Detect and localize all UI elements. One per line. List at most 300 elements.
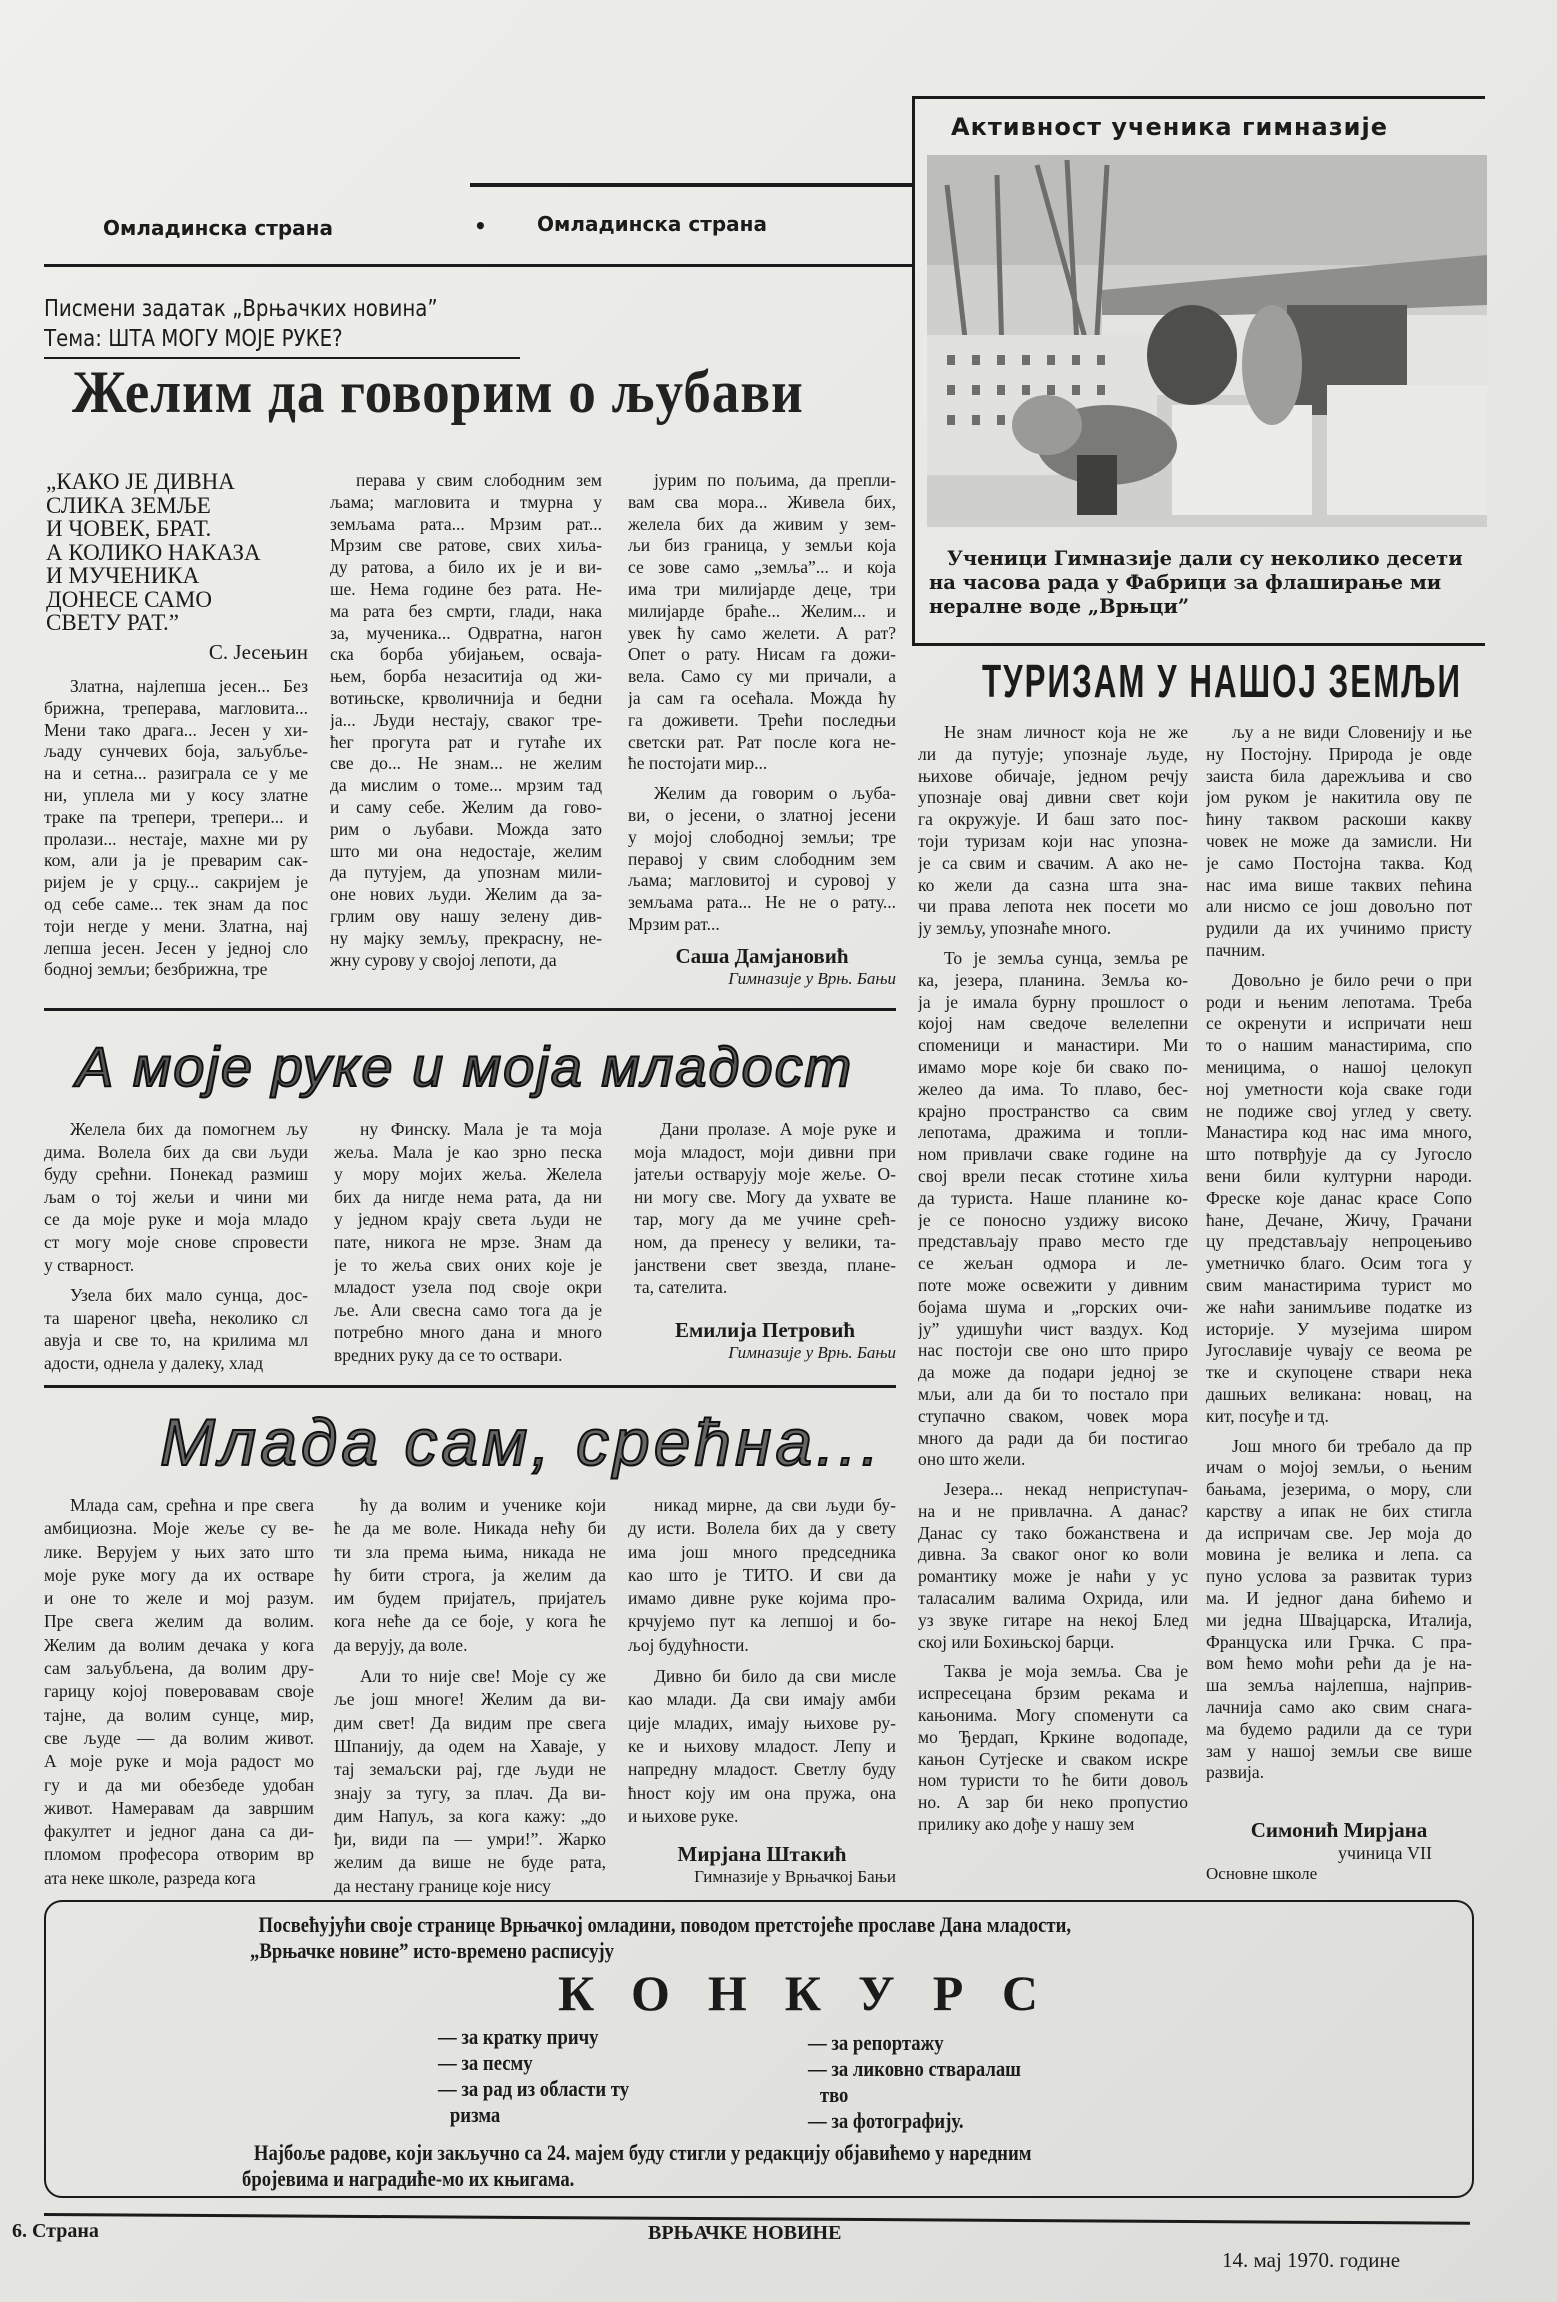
paragraph [44,1118,308,1276]
text-line: ћу да волим и ученике који [360,1495,606,1515]
text-line: ље. Али свесна само тога да је [334,1299,602,1320]
text-line: Дивно би било да сви мисле [654,1666,896,1687]
text-line: моје руке могу да их остваре [44,1564,314,1585]
text-line: уз звуке гитаре на некој Блед [918,1609,1188,1630]
photo-caption [929,547,1463,619]
text-line: испресецана брзим рекама и [918,1683,1188,1704]
text-line: бањама, језерима, о мору, сли [1206,1479,1472,1500]
text-line: ћу бити строга, ја желим да [334,1564,606,1585]
text-line: пролази... нестаје, махне ми ру [44,828,308,849]
text-line: у стварност. [44,1254,135,1275]
text-line: њем, борба незаситија од жи- [330,666,602,687]
text-line: ће да ме воле. Никада нећу би [334,1518,606,1539]
text-line: да верују, да воле. [334,1634,468,1655]
text-line: рим о љубави. Можда зато [330,818,602,839]
text-line: крчујемо пут ка лепшој и бо- [628,1611,896,1632]
text-line: напредну младост. Светлу буду [628,1759,896,1780]
footer-page-number: 6. Страна [12,2220,99,2242]
text-line: ду исти. Волела бих да у свету [628,1518,896,1539]
text-line: ном туристи то ће бити довољ [918,1770,1188,1791]
paragraph [918,948,1188,1471]
text-line: чи права лепота нек посети мо [918,896,1188,917]
text-line: ције младих, имају њихове ру- [628,1712,896,1733]
text-line: светски рат. Рат после кога не- [628,731,896,752]
text-line: али нисмо се још довољно пот [1206,896,1472,917]
text-line: милијарде браће... Желим... и [628,600,896,621]
text-line: имамо море које би свако по- [918,1056,1188,1077]
text-line: моја младост, моји дивни при [634,1141,896,1162]
text-line: представљају право место где [918,1231,1188,1252]
text-line: тар, могу да ме учине срећ- [634,1209,896,1230]
text-line: ријем је у срцу... сакријем је [44,872,308,893]
contest-closing-line: бројевима и наградиће-мо их књигама. [242,2166,575,2191]
epigraph-line: СЛИКА ЗЕМЉЕ [46,492,211,518]
tourism-school: Основне школе [1206,1864,1318,1883]
text-line: ко жели да сазна шта зна- [918,874,1188,895]
text-line: свој врели песак стотине хиља [918,1165,1188,1186]
students-photo [927,155,1487,527]
paragraph [1206,970,1472,1428]
article3-headline: Млада сам, срећна... [160,1405,884,1479]
text-line: јом руком је накитила ову пе [1206,787,1472,808]
text-line: жну сурову у својој лепоти, да [330,949,557,970]
text-line: љама; магловитој и суровој у [628,870,896,891]
header-bottom-rule [44,264,912,267]
text-line: ма будемо радили да се тури [1206,1718,1472,1739]
text-line: Желим да говорим о љуба- [654,783,896,804]
text-line: Узела бих мало сунца, дос- [70,1285,308,1306]
text-line: љој будућности. [628,1634,749,1655]
text-line: поте може освежити у дивним [918,1274,1188,1295]
article2-author: Емилија Петровић [674,1318,856,1342]
text-line: сам заљубљена, да волим дру- [44,1658,314,1679]
text-line: земљама рата... Мрзим рат... [330,513,602,534]
text-line: Желим да волим дечака у кога [44,1634,314,1655]
paragraph [628,1665,896,1828]
text-line: на и не привлачна. А данас? [918,1500,1188,1521]
text-line: зам у нашој земљи све више [1206,1740,1472,1761]
text-line: што ми она недостаје, желим [330,840,602,861]
text-line: та, сателита. [634,1277,728,1298]
text-line: на и сетна... разиграла се у ме [44,763,308,784]
photo-box-title: Активност ученика гимназије [951,113,1388,141]
text-line: грлим ову нашу зелену див- [330,905,602,926]
caption-line: нералне воде „Врњци” [929,595,1190,618]
text-line: јурим по пољима, да препли- [654,470,896,490]
text-line: бих да нигде нема рата, да ни [334,1186,602,1207]
text-line: же наћи занимљиве податке из [1206,1296,1472,1317]
text-line: ичам о мојој земљи, о њеним [1206,1457,1472,1478]
article1-column-1 [44,676,308,981]
text-line: за, мученика... Одвратна, нагон [330,622,602,643]
text-line: уметничко благо. Осим тога у [1206,1253,1472,1274]
text-line: њихове обичаје, једном речју [918,765,1188,786]
text-line: дима. Волела бих да сви људи [44,1141,308,1162]
text-line: Југославије чувају се веома ре [1206,1340,1472,1361]
section-label-right: Омладинска страна [537,212,767,236]
text-line: ду ратова, а било их је и ви- [330,557,602,578]
footer-newspaper-name: ВРЊАЧКЕ НОВИНЕ [648,2222,842,2244]
text-line: развија. [1206,1762,1265,1783]
text-line: пломом професора отворим вр [44,1844,314,1865]
text-line: Мрзим рат... [628,913,720,934]
article3-signature [628,1842,896,1887]
article2-column-2 [334,1118,602,1367]
text-line: ком, али ја је преварим сак- [44,850,308,871]
epigraph-line: СВЕТУ РАТ.” [46,610,179,635]
text-line: перава у свим слободним зем [356,470,602,490]
text-line: ну Постојну. Природа је овде [1206,743,1472,764]
text-line: тке и скупоцене ствари нека [1206,1362,1472,1383]
text-line: ата неке школе, разреда кога [44,1867,256,1888]
text-line: факултет и једног дана са ди- [44,1821,314,1842]
text-line: да испричам све. Јер моја до [1206,1522,1472,1543]
caption-line: Ученици Гимназије дали су неколико десети [947,547,1463,570]
text-line: Довољно је било речи о при [1232,969,1472,990]
paragraph [918,722,1188,940]
text-line: меницима, о нашој целокуп [1206,1056,1472,1077]
text-line: Златна, најлепша јесен... Без [70,676,308,696]
text-line: као млади. Да сви имају амби [628,1689,896,1710]
text-line: ска борба убијањем, освaја- [330,644,602,665]
caption-line: на часова рада у Фабрици за флаширање ми [929,571,1442,594]
theme-label: Тема: ШТА МОГУ МОЈЕ РУКЕ? [44,326,343,352]
contest-category: — за кратку причу [438,2024,599,2049]
text-line: дим Напуљ, за кога кажу: „до [334,1805,606,1826]
text-line: да нестану границе које нису [334,1875,551,1896]
paragraph [44,1284,308,1374]
text-line: ну мајку земљу, прекрасну, не- [330,927,602,948]
paragraph [628,470,896,775]
article1-signature [628,938,896,989]
text-line: вени били културни народи. [1206,1165,1472,1186]
text-line: ље још многе! Желим да ви- [334,1689,606,1710]
text-line: од себе саме... тек знам да пос [44,893,308,914]
text-line: јанствени свет звезда, плане- [634,1254,896,1275]
text-line: мо Ђердап, Кркине водопаде, [918,1726,1188,1747]
article-divider [44,1008,896,1011]
text-line: све до... Не знам... не желим [330,753,602,774]
text-line: човек не може да замисли. Ни [1206,830,1472,851]
text-line: ја сам га осећала. Можда ћу [628,687,896,708]
text-line: ћане, Дечане, Жичу, Грачани [1206,1209,1472,1230]
text-line: ја је имала бурну прошлост о [918,991,1188,1012]
tourism-headline: ТУРИЗАМ У НАШОЈ ЗЕМЉИ [982,655,1463,707]
text-line: цу представљају непроцењиво [1206,1231,1472,1252]
footer-date: 14. мај 1970. године [1222,2248,1401,2272]
text-line: авуја и све то, на крилима мл [44,1330,308,1351]
text-line: да путујем, да упознам мили- [330,862,602,883]
article3-author: Мирјана Штакић [677,1842,847,1866]
text-line: дашњих великана: новац, на [1206,1383,1472,1404]
text-line: лепотама, дражима и топли- [918,1122,1188,1143]
text-line: не подиже свој углед у свету. [1206,1100,1472,1121]
contest-closing [242,2140,1031,2192]
text-line: љам о тој жељи и чини ми [44,1186,308,1207]
text-line: Али то није све! Моје су же [360,1666,606,1687]
text-line: крајно пространство са свим [918,1100,1188,1121]
text-line: вредних руку да се то оствари. [334,1344,563,1365]
text-line: адости, однела у далеку, хлад [44,1352,264,1373]
text-line: Пре свега желим да волим. [44,1611,314,1632]
text-line: Таква је моја земља. Сва је [944,1661,1188,1682]
article2-signature [634,1304,896,1363]
text-line: никад мирне, да сви људи бу- [654,1495,896,1515]
text-line: Француска или Грчка. С пра- [1206,1631,1472,1652]
text-line: да туриста. Наше планине ко- [918,1187,1188,1208]
text-line: вотињске, крволичнија и бедни [330,687,602,708]
text-line: пачним. [1206,939,1266,960]
text-line: ну Финску. Мала је та моја [360,1119,602,1139]
text-line: љи биз граница, у земљи која [628,535,896,556]
text-line: Опет о рату. Нисам га дожи- [628,644,896,665]
text-line: да мислим о томе... мрзим тад [330,775,602,796]
assignment-label: Писмени задатак „Врњачких новина” [44,296,438,322]
contest-box [44,1900,1474,2198]
text-line: но. А зар би неко пропустио [918,1792,1188,1813]
text-line: Данас су тако божанствена и [918,1522,1188,1543]
contest-intro-line: Посвећујући своје странице Врњачкој омладини, поводом претстојеће прославе Дана младости, [258,1912,1072,1937]
text-line: нас постоји све оно што приро [918,1340,1188,1361]
text-line: мовина је велика и лепа. са [1206,1544,1472,1565]
article1-column-2 [330,470,602,971]
contest-category: — за репортажу [808,2030,944,2055]
text-line: ступачно сваком, човек мора [918,1405,1188,1426]
text-line: јатељи остварују моје жеље. О- [634,1164,896,1185]
text-line: ју земљу, упознаће много. [918,918,1112,939]
text-line: потребно много дана и много [334,1322,602,1343]
contest-category: — за ликовно стваралаш [808,2056,1021,2081]
text-line: амбициозна. Моје жеље су ве- [44,1518,314,1539]
paragraph [44,676,308,981]
article1-column-3 [628,470,896,936]
text-line: пате, никога не мрзе. Знам да [334,1231,602,1252]
section-separator: • [474,214,487,238]
text-line: таласалим валима Охрида, или [918,1588,1188,1609]
contest-categories-left [438,2024,629,2128]
text-line: роди и њеним лепотама. Треба [1206,991,1472,1012]
text-line: пуно услова за развитак туриз [1206,1566,1472,1587]
text-line: Мени тако драга... Јесен у хи- [44,719,308,740]
text-line: много да ради да би постигао [918,1427,1188,1448]
epigraph-line: „КАКО ЈЕ ДИВНА [46,469,235,494]
text-line: ти зла према њима, никада не [334,1541,606,1562]
epigraph-author: С. Јесењин [208,639,308,664]
text-line: се да моје руке и моја младо [44,1209,308,1230]
text-line: што потврђује да су Југосло [1206,1144,1472,1165]
text-line: вом ћемо моћи рећи да је на- [1206,1653,1472,1674]
article1-headline: Желим да говорим о љубави [72,359,804,425]
text-line: брижна, треперава, магловита... [44,697,308,718]
text-line: лике. Верујем у њих зато што [44,1541,314,1562]
article3-column-1 [44,1494,314,1890]
text-line: то о нашим манастирима, спо [1206,1035,1472,1056]
text-line: тајне, да волим сунце, мир, [44,1704,314,1725]
epigraph-line: А КОЛИКО НАКАЗА [46,539,261,565]
text-line: кога неће да се боје, у кога ће [334,1611,606,1632]
text-line: Манастира код нас има много, [1206,1122,1472,1143]
contest-category: ризма [449,2102,501,2127]
tourism-grade: учиница VII [1337,1843,1432,1863]
text-line: га доживети. Трећи последњи [628,709,896,730]
text-line: романтику може је наћи у ус [918,1566,1188,1587]
paragraph [1206,1436,1472,1785]
text-line: ни могу све. Могу да ухвате ве [634,1186,896,1207]
text-line: бојама шума и „горских очи- [918,1296,1188,1317]
text-line: мљи, али да би то постало при [918,1383,1188,1404]
text-line: та шареног цвећа, неколико сл [44,1307,308,1328]
text-line: се жељан одмора и ле- [918,1253,1188,1274]
article2-headline: А моје руке и моја младост [76,1035,854,1098]
text-line: је са свим и свачим. А ако не- [918,852,1188,873]
text-line: им будем пријатељ, пријатељ [334,1588,606,1609]
text-line: земљама рата... Не не о рату... [628,892,896,913]
epigraph-line: ДОНЕСЕ САМО [46,586,212,612]
text-line: ћину таквом раскоши какву [1206,809,1472,830]
contest-intro [250,1912,1071,1964]
text-line: се зове само „земља”... и која [628,557,896,578]
text-line: свим манастирима турист мо [1206,1274,1472,1295]
text-line: вела. Само су ми причали, а [628,666,896,687]
paragraph [628,1494,896,1657]
text-line: је се поносно уздижу високо [918,1209,1188,1230]
text-line: ше. Нема године без рата. Не- [330,578,602,599]
text-line: има три милијарде деце, три [628,578,896,599]
text-line: Фреске које данас красе Сопо [1206,1187,1472,1208]
text-line: Шпанију, да одем на Хаваје, у [334,1735,606,1756]
text-line: ној уметности која сваке годи [1206,1078,1472,1099]
text-line: ма рата без смрти, глади, нака [330,600,602,621]
paragraph [628,783,896,936]
text-line: љама; магловита и тмурна у [330,491,602,512]
text-line: оне нових људи. Желим да за- [330,884,602,905]
text-line: рудили да их учинимо присту [1206,918,1472,939]
text-line: и саму себе. Желим да гово- [330,796,602,817]
article1-author: Саша Дамјановић [675,944,849,968]
text-line: тоји туризам који нас упозна- [918,830,1188,851]
text-line: дивна. За сваког оног ко воли [918,1544,1188,1565]
text-line: Језера... некад неприступач- [944,1479,1188,1500]
contest-intro-line: „Врњачке новине” исто-времено расписују [250,1938,614,1963]
text-line: као што је ТИТО. И сви да [628,1564,896,1585]
text-line: има још много председника [628,1541,896,1562]
text-line: заиста била дарежљива и сво [1206,765,1472,786]
text-line: Мрзим све ратове, свих хиља- [330,535,602,556]
text-line: дим свет! Да видим пре свега [334,1712,606,1733]
text-line: гарицу којој поверовавам своје [44,1681,314,1702]
text-line: желим да више не буде рата, [334,1852,606,1873]
text-line: споменици и манастири. Ми [918,1035,1188,1056]
paragraph [1206,722,1472,962]
text-line: љу а не види Словенију и ње [1232,722,1472,742]
tourism-column-1 [918,722,1188,1836]
text-line: Дани пролазе. А моје руке и [660,1119,896,1139]
text-line: буду срећни. Понекад размиш [44,1164,308,1185]
text-line: је то жеља свих оних које је [334,1254,602,1275]
contest-category: — за фотографију. [808,2108,964,2133]
text-line: То је земља сунца, земља ре [944,947,1188,968]
text-line: кањон Сутјеске и сваком искре [918,1748,1188,1769]
text-line: ће постојати мир... [628,753,768,774]
article2-school: Гимназије у Врњ. Бањи [728,1343,896,1362]
article2-column-3 [634,1118,896,1299]
article3-column-3 [628,1494,896,1828]
epigraph-line: И ЧОВЕК, БРАТ. [46,516,212,541]
contest-category: — за рад из области ту [438,2076,630,2101]
text-line: ном, да пренесу у велики, та- [634,1231,896,1252]
text-line: Још много би требало да пр [1232,1435,1472,1456]
text-line: историје. У музејима широм [1206,1318,1472,1339]
section-label-left: Омладинска страна [103,216,333,240]
contest-categories-right [808,2030,1021,2134]
text-line: А моје руке и моја радост мо [44,1751,314,1772]
text-line: да може да подари једној зе [918,1362,1188,1383]
text-line: у мору мојих жеља. Желела [334,1164,602,1185]
text-line: упознаје овај дивни свет који [918,787,1188,808]
article3-school: Гимназије у Врњачкој Бањи [694,1867,896,1886]
text-line: кањонима. Могу споменути са [918,1705,1188,1726]
text-line: ја... Људи нестају, сваког тре- [330,709,602,730]
tourism-signature [1206,1818,1472,1884]
text-line: вам сва мора... Живела бих, [628,491,896,512]
text-line: желела бих да живим у зем- [628,513,896,534]
photo-box [912,96,1485,646]
article2-column-1 [44,1118,308,1375]
text-line: знају за тугу, за плач. Да ви- [334,1782,606,1803]
text-line: гу и да ми обезбеде удобан [44,1774,314,1795]
text-line: ном привлачи сваке године на [918,1144,1188,1165]
tourism-author: Симонић Мирјана [1250,1818,1428,1842]
text-line: нас има више таквих пећина [1206,874,1472,895]
article1-epigraph [46,470,308,664]
text-line: ћег прогута рат и гутаће их [330,731,602,752]
text-line: све људе — да волим живот. [44,1727,314,1748]
text-line: желео да има. То плаво, бес- [918,1078,1188,1099]
contest-category: тво [819,2082,849,2107]
tourism-column-2 [1206,722,1472,1784]
text-line: живот. Намеравам да завршим [44,1797,314,1818]
text-line: жеља. Мала је као зрно песка [334,1141,602,1162]
text-line: љаду сунчевих боја, заљубље- [44,741,308,762]
text-line: лепша јесен. Јесен у једној сло [44,937,308,958]
text-line: ју” удишући чист ваздух. Код [918,1318,1188,1339]
header-top-rule [470,183,912,187]
text-line: лачнија само ако свим снага- [1206,1697,1472,1718]
epigraph-line: И МУЧЕНИКА [46,563,200,588]
text-line: ској или Бохињској барци. [918,1631,1115,1652]
text-line: у мојој слободној земљи; тре [628,826,896,847]
text-line: Не знам личност која не же [944,722,1188,742]
text-line: ке и њихову младост. Лепу и [628,1735,896,1756]
article3-column-2 [334,1494,606,1898]
text-line: ни, уплела ми у косу златне [44,784,308,805]
article1-school: Гимназије у Врњ. Бањи [728,969,896,988]
text-line: ми једна Швајцарска, Италија, [1206,1609,1472,1630]
text-line: се окренути и испричати неш [1206,1013,1472,1034]
text-line: перавој у свим слободним зем [628,848,896,869]
text-line: ша земља најлепша, најприв- [1206,1675,1472,1696]
contest-category: — за песму [438,2050,533,2075]
text-line: ст могу моје снове спровести [44,1231,308,1252]
text-line: ћност коју им она пружа, она [628,1782,896,1803]
paragraph [634,1118,896,1299]
text-line: ђи, види па — умри!”. Жарко [334,1829,606,1850]
text-line: ка, језера, планина. Земља ко- [918,969,1188,990]
text-line: бодној земљи; безбрижна, тре [44,959,268,980]
text-line: Млада сам, срећна и пре свега [70,1495,314,1515]
text-line: и њихове руке. [628,1805,739,1826]
text-line: ви, о јесени, о златној јесени [628,804,896,825]
